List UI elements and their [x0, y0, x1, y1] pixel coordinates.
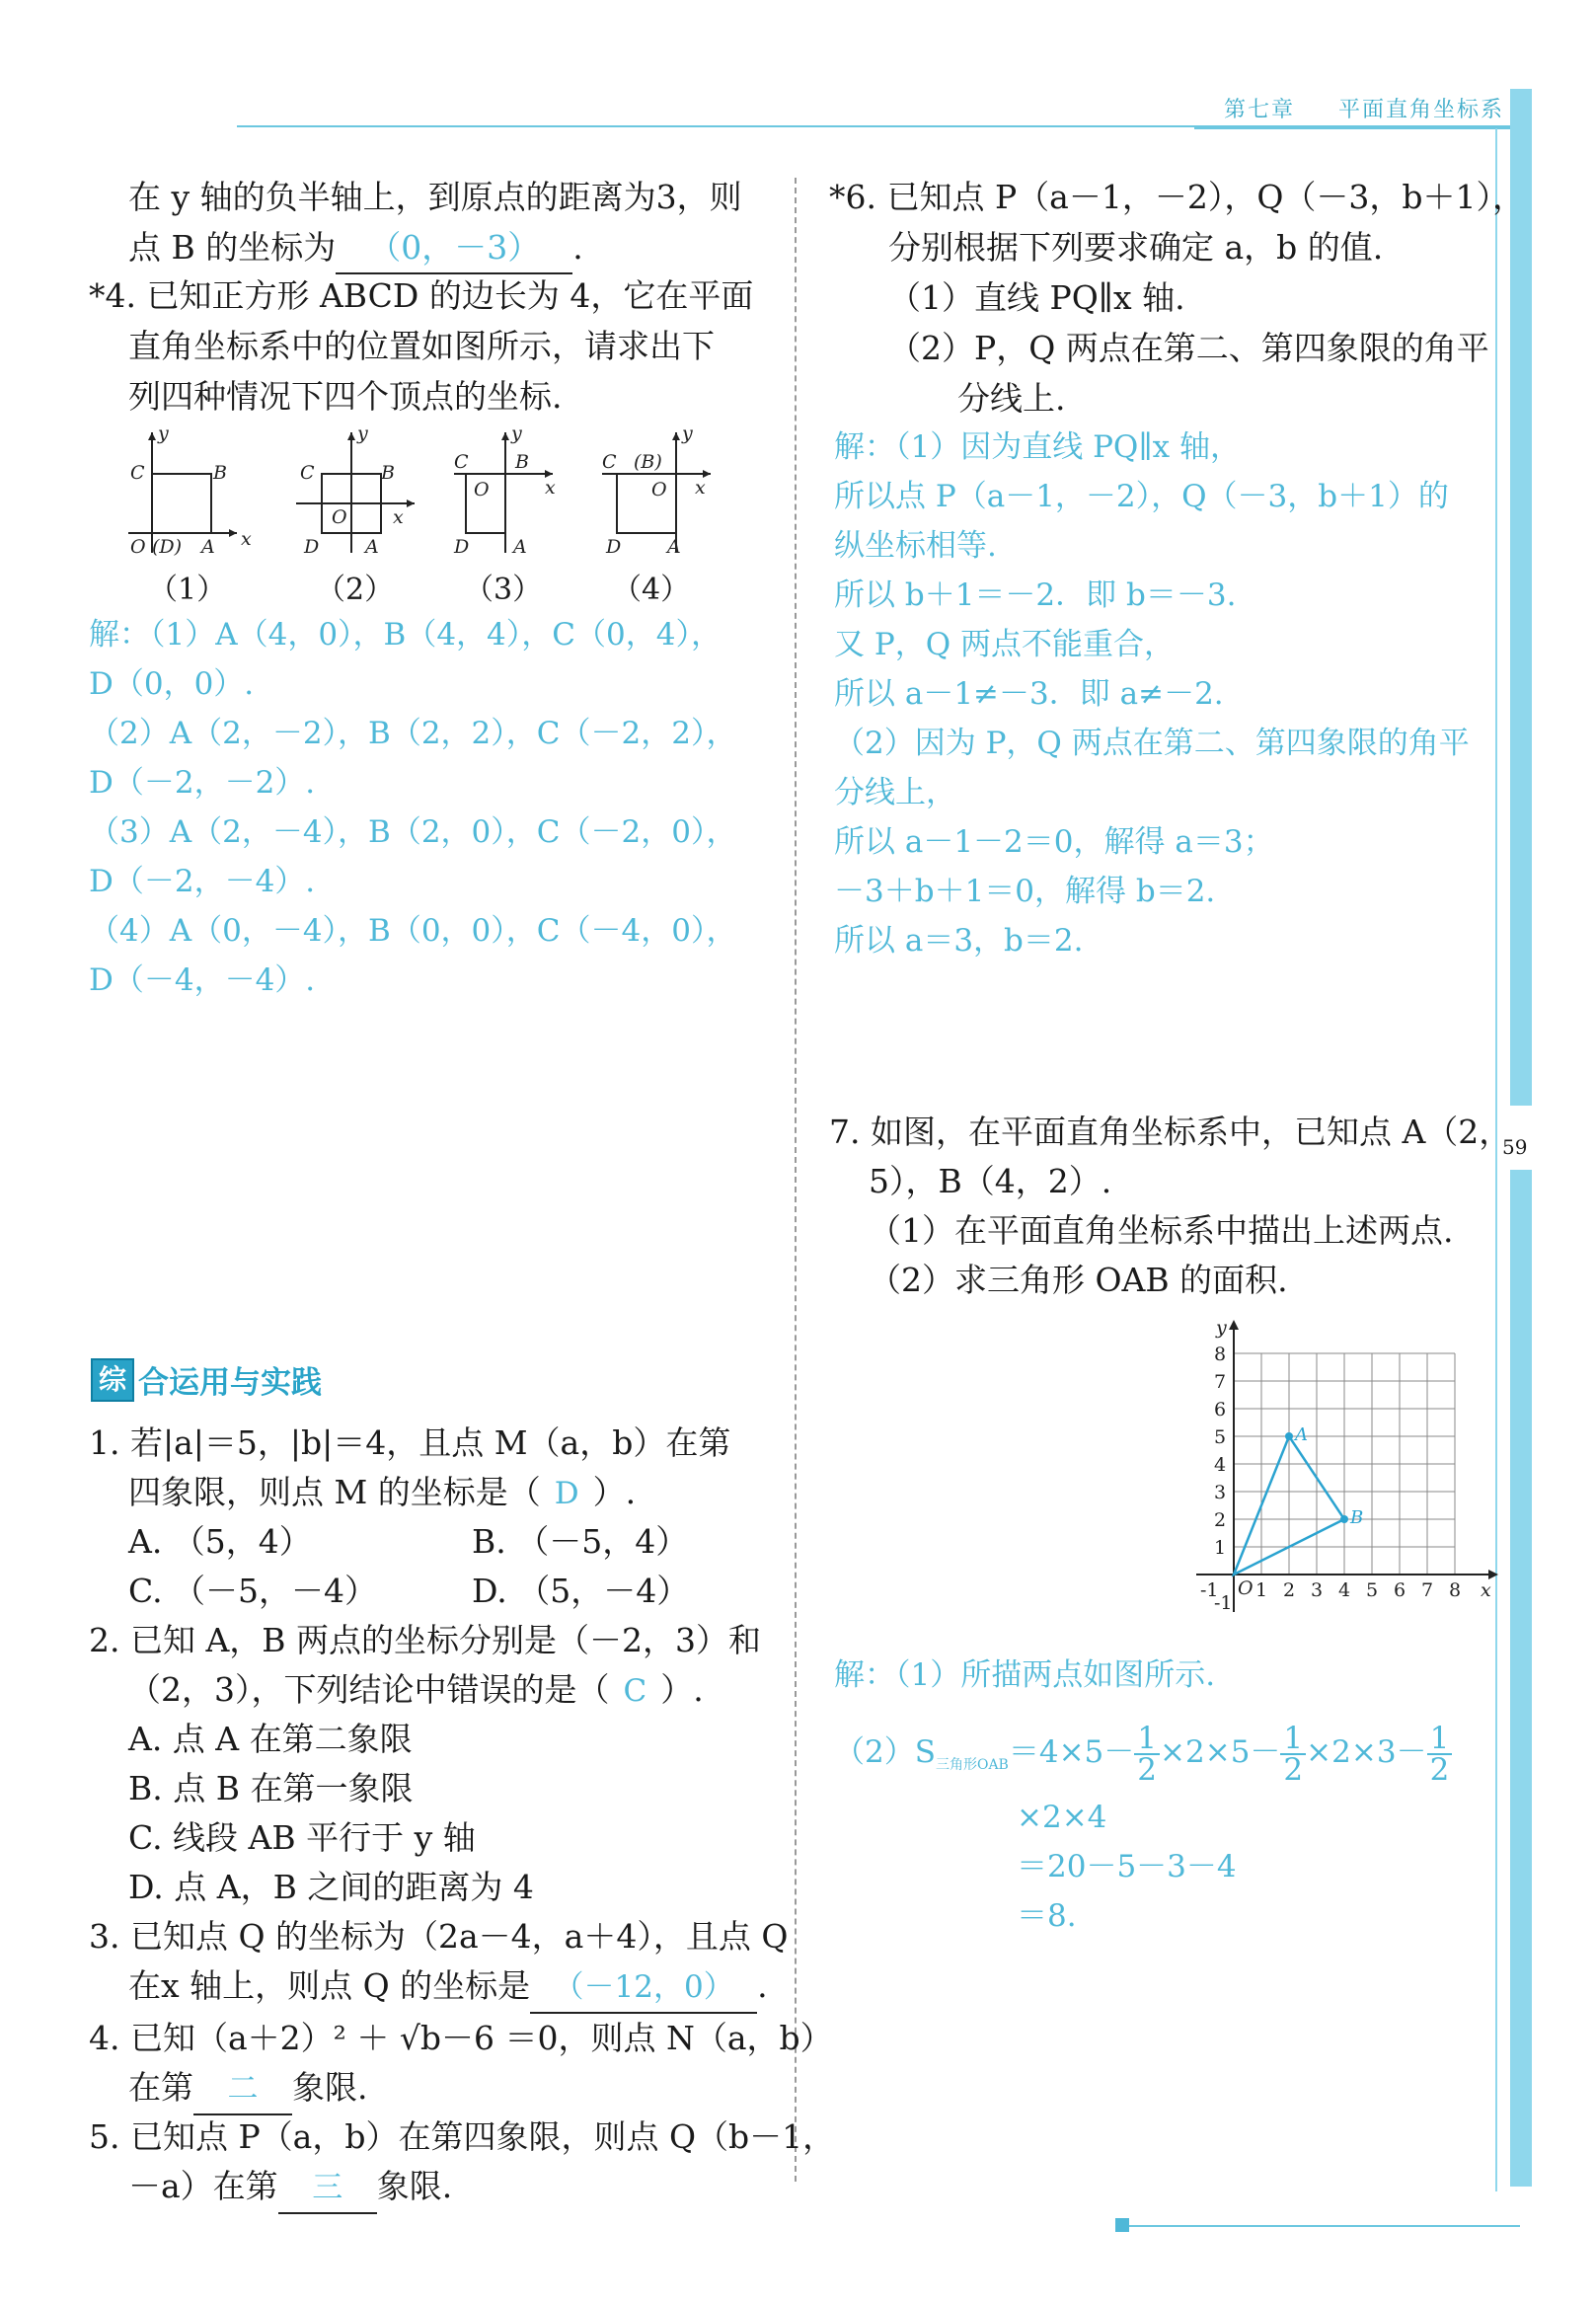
q6-answer-7: （2）因为 P，Q 两点在第二、第四象限的角平 [834, 726, 1470, 761]
x-axis-label: x [1481, 1579, 1491, 1601]
f2-c: C [300, 462, 315, 484]
q6-answer-1: 解：（1）因为直线 PQ∥x 轴， [834, 429, 1242, 465]
point-a [1285, 1432, 1293, 1440]
q7-line4: （2）求三角形 OAB 的面积. [869, 1261, 1288, 1299]
fig-caption-3: （3） [464, 573, 543, 607]
section-badge: 综 [91, 1358, 134, 1402]
q6-answer-2: 所以点 P（a－1，－2），Q（－3，b＋1）的 [834, 479, 1449, 514]
point-label-a: A [1295, 1424, 1308, 1445]
p5-line2: －a）在第 三 象限. [128, 2162, 452, 2214]
chapter-title: 平面直角坐标系 [1338, 98, 1505, 122]
y-tick-label: 4 [1214, 1454, 1227, 1476]
x-tick-label: 1 [1255, 1579, 1268, 1601]
y-tick-label: 6 [1214, 1399, 1227, 1421]
p2-option-b: B. 点 B 在第一象限 [128, 1769, 414, 1807]
f1-c: C [130, 462, 145, 484]
f3-d: D [454, 536, 470, 558]
q4-answer-8: D（－4，－4）. [89, 962, 316, 998]
q4-answer-6: D（－2，－4）. [89, 864, 316, 899]
footer-rule [1125, 2225, 1520, 2227]
q7-area-line: $(2)S_{三角形OAB}=4\times 5-$ $\frac{1}{2}$ ×2×5－ $\frac{1}{2}$ ×2×3－ $\frac{1}{2}$ [834, 1718, 1452, 1800]
p4-line2: 在第 二 象限. [128, 2063, 368, 2115]
f4-b: (B) [634, 451, 662, 473]
x-tick-label: 6 [1394, 1579, 1406, 1601]
x-tick-label: 7 [1421, 1579, 1434, 1601]
f3-b: B [515, 451, 529, 473]
p1-option-c: C. （－5，－4） [128, 1572, 378, 1610]
f4-y: y [682, 424, 693, 444]
q6-line2: 分别根据下列要求确定 a，b 的值. [888, 228, 1384, 267]
q4-answer-2: D（0，0）. [89, 666, 255, 702]
p4-answer: 二 [193, 2064, 292, 2115]
f1-b: B [213, 462, 227, 484]
point-label-b: B [1350, 1507, 1364, 1528]
p1-answer: D [554, 1476, 579, 1511]
y-tick-label: 2 [1214, 1509, 1227, 1531]
q4-line1: *4. 已知正方形 ABCD 的边长为 4，它在平面 [89, 276, 754, 315]
p1-option-d: D. （5，－4） [472, 1572, 690, 1610]
fig-caption-4: （4） [612, 573, 691, 607]
p5-answer: 三 [278, 2163, 377, 2214]
f1-o: O [130, 536, 146, 558]
q6-line3: （1）直线 PQ∥x 轴. [888, 278, 1185, 317]
x-tick-label: 2 [1283, 1579, 1296, 1601]
x-axis-arrow [1488, 1570, 1498, 1579]
f3-x: x [545, 477, 556, 499]
q4-answer-1: 解：（1）A（4，0），B（4，4），C（0，4）， [89, 617, 722, 653]
y-tick-label: 5 [1214, 1426, 1227, 1448]
q6-line4: （2）P，Q 两点在第二、第四象限的角平 [888, 329, 1489, 367]
y-tick-label: -1 [1214, 1592, 1233, 1614]
q7-answer-1: 解：（1）所描两点如图所示. [834, 1657, 1216, 1693]
fraction-2: $\frac{1}{2}$ [1280, 1724, 1306, 1785]
f1-y: y [158, 424, 169, 444]
f2-a: A [365, 536, 379, 558]
y-axis-arrow [1229, 1320, 1239, 1330]
fig-caption-1: （1） [148, 573, 227, 607]
x-tick-label: -1 [1200, 1579, 1219, 1601]
chapter-label: 第七章 [1224, 98, 1296, 122]
p4-line1: 4. 已知（a＋2）² ＋ √b－6 ＝0，则点 N（a，b） [89, 2019, 833, 2057]
section-heading [91, 1357, 322, 1401]
page-number: 59 [1502, 1135, 1528, 1159]
p1-option-a: A. （5，4） [128, 1522, 312, 1561]
q6-answer-3: 纵坐标相等. [834, 528, 997, 564]
p2-option-c: C. 线段 AB 平行于 y 轴 [128, 1818, 476, 1857]
p1-line1: 1. 若|a|＝5，|b|＝4，且点 M（a，b）在第 [89, 1423, 731, 1462]
q4-line2: 直角坐标系中的位置如图所示，请求出下 [128, 327, 715, 365]
y-tick-label: 7 [1214, 1371, 1227, 1393]
q4-answer-4: D（－2，－2）. [89, 765, 316, 801]
answer-blank: （0，－3） [336, 223, 572, 274]
f1-d: (D) [152, 536, 183, 558]
q7-line1: 7. 如图，在平面直角坐标系中，已知点 A（2， [829, 1113, 1512, 1151]
q7-area-line2: ×2×4 [1017, 1800, 1107, 1835]
margin-bar-lower [1510, 1170, 1532, 2187]
p3-line1: 3. 已知点 Q 的坐标为（2a－4，a＋4），且点 Q [89, 1917, 789, 1956]
f2-y: y [357, 424, 368, 444]
p5-line1: 5. 已知点 P（a，b）在第四象限，则点 Q（b－1， [89, 2117, 836, 2156]
left-top-line1: 在 y 轴的负半轴上，到原点的距离为3，则 [128, 178, 742, 216]
f2-x: x [393, 506, 404, 528]
f2-d: D [304, 536, 320, 558]
q4-answer-5: （3）A（2，－4），B（2，0），C（－2，0）， [89, 814, 737, 850]
y-tick-label: 3 [1214, 1482, 1227, 1503]
f1-a: A [201, 536, 215, 558]
p2-line2: （2，3），下列结论中错误的是（ C ）. [128, 1670, 704, 1709]
f4-d: D [606, 536, 622, 558]
coordinate-plane [1175, 1308, 1510, 1634]
q6-answer-6: 所以 a－1≠－3．即 a≠－2. [834, 676, 1224, 712]
fig-caption-2: （2） [316, 573, 395, 607]
x-tick-label: 4 [1338, 1579, 1351, 1601]
y-tick-label: 8 [1214, 1344, 1227, 1365]
f3-y: y [511, 424, 522, 444]
p1-option-b: B. （－5，4） [472, 1522, 689, 1561]
q4-answer-3: （2）A（2，－2），B（2，2），C（－2，2）， [89, 716, 737, 751]
origin-label: O [1238, 1577, 1254, 1599]
q6-line5: 分线上. [957, 379, 1066, 418]
y-tick-label: 1 [1214, 1537, 1227, 1559]
point-b [1340, 1515, 1348, 1523]
q7-line3: （1）在平面直角坐标系中描出上述两点. [869, 1211, 1454, 1250]
q4-figures [118, 424, 750, 563]
q6-answer-4: 所以 b＋1＝－2．即 b＝－3. [834, 577, 1237, 613]
p2-option-d: D. 点 A，B 之间的距离为 4 [128, 1868, 534, 1906]
p2-answer: C [623, 1673, 647, 1709]
p3-line2: 在x 轴上，则点 Q 的坐标是 （－12，0） . [128, 1961, 768, 2014]
f4-o: O [651, 479, 667, 500]
q7-area-line4: ＝8. [1017, 1898, 1077, 1934]
left-top-line2: 点 B 的坐标为 （0，－3） . [128, 223, 583, 274]
q6-answer-5: 又 P，Q 两点不能重合， [834, 627, 1175, 662]
q7-area-line3: ＝20－5－3－4 [1017, 1849, 1237, 1884]
y-axis-label: y [1216, 1317, 1227, 1339]
x-tick-label: 3 [1311, 1579, 1324, 1601]
f1-x: x [241, 528, 252, 550]
footer-square [1115, 2218, 1129, 2232]
section-title: 合运用与实践 [138, 1365, 322, 1401]
p2-option-a: A. 点 A 在第二象限 [128, 1720, 413, 1758]
f3-a: A [513, 536, 527, 558]
x-tick-label: 5 [1366, 1579, 1379, 1601]
q6-answer-10: －3＋b＋1＝0，解得 b＝2. [834, 874, 1216, 909]
f2-b: B [381, 462, 395, 484]
p1-line2: 四象限，则点 M 的坐标是（ D ）. [128, 1473, 637, 1511]
p2-line1: 2. 已知 A，B 两点的坐标分别是（－2，3）和 [89, 1621, 762, 1659]
f2-o: O [332, 506, 347, 528]
x-tick-label: 8 [1449, 1579, 1462, 1601]
f4-x: x [695, 477, 706, 499]
q6-answer-9: 所以 a－1－2＝0，解得 a＝3； [834, 824, 1274, 860]
margin-line [1495, 128, 1497, 2191]
f3-c: C [454, 451, 469, 473]
q4-line3: 列四种情况下四个顶点的坐标. [128, 377, 563, 416]
margin-bar [1510, 89, 1532, 1106]
q4-answer-7: （4）A（0，－4），B（0，0），C（－4，0）， [89, 913, 737, 949]
area-subscript: 三角形OAB [935, 1757, 1009, 1774]
f4-c: C [602, 451, 617, 473]
p3-answer: （－12，0） [530, 1962, 757, 2014]
column-divider [795, 178, 797, 2182]
q7-line2: 5），B（4，2）. [869, 1162, 1112, 1200]
f4-a: A [667, 536, 681, 558]
fraction-1: $\frac{1}{2}$ [1134, 1724, 1160, 1785]
q6-line1: *6. 已知点 P（a－1，－2），Q（－3，b＋1）， [829, 178, 1526, 216]
q6-answer-8: 分线上， [834, 775, 956, 810]
f3-o: O [474, 479, 490, 500]
fraction-3: $\frac{1}{2}$ [1427, 1724, 1453, 1785]
q6-answer-11: 所以 a＝3，b＝2. [834, 923, 1084, 959]
